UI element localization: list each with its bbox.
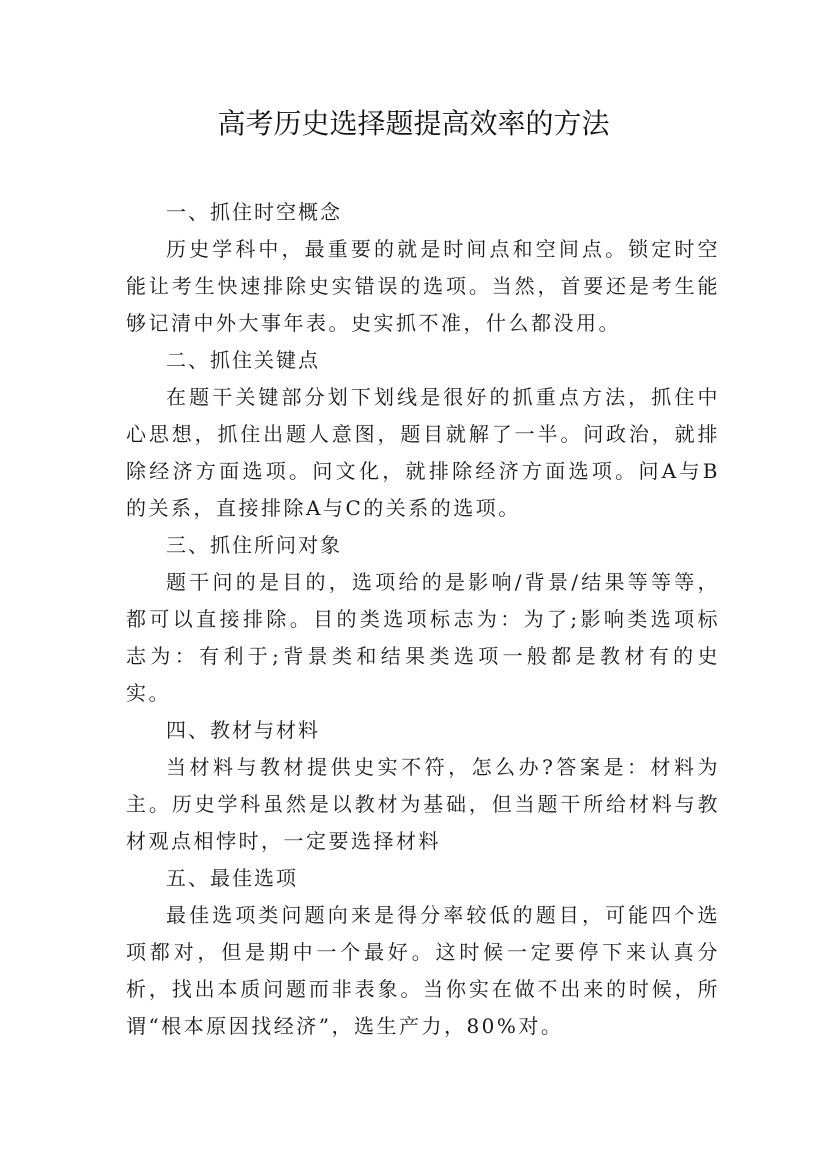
- document-title: 高考历史选择题提高效率的方法: [217, 107, 610, 140]
- section-paragraph-4: 当材料与教材提供史实不符，怎么办?答案是：材料为主。历史学科虽然是以教材为基础，但当题干所给材料与教材观点相悖时，一定要选择材料: [126, 755, 720, 853]
- section-paragraph-5: 最佳选项类问题向来是得分率较低的题目，可能四个选项都对，但是期中一个最好。这时候一定要停下来认真分析，找出本质问题而非表象。当你实在做不出来的时候，所谓“根本原因找经济”，选生产力，80%对。: [126, 903, 720, 1038]
- section-paragraph-3: 题干问的是目的，选项给的是影响/背景/结果等等等，都可以直接排除。目的类选项标志为：为了;影响类选项标志为：有利于;背景类和结果类选项一般都是教材有的史实。: [126, 570, 720, 705]
- section-paragraph-2: 在题干关键部分划下划线是很好的抓重点方法，抓住中心思想，抓住出题人意图，题目就解了一半。问政治，就排除经济方面选项。问文化，就排除经济方面选项。问A与B的关系，直接排除A与C的关系的选项。: [126, 385, 720, 520]
- section-heading-4: 四、教材与材料: [166, 718, 320, 742]
- section-heading-2: 二、抓住关键点: [166, 348, 320, 372]
- section-heading-3: 三、抓住所问对象: [166, 533, 342, 557]
- section-heading-5: 五、最佳选项: [166, 866, 298, 890]
- document-body: [126, 194, 720, 1045]
- section-heading-1: 一、抓住时空概念: [166, 200, 342, 224]
- section-paragraph-1: 历史学科中，最重要的就是时间点和空间点。锁定时空能让考生快速排除史实错误的选项。当然，首要还是考生能够记清中外大事年表。史实抓不准，什么都没用。: [126, 237, 720, 335]
